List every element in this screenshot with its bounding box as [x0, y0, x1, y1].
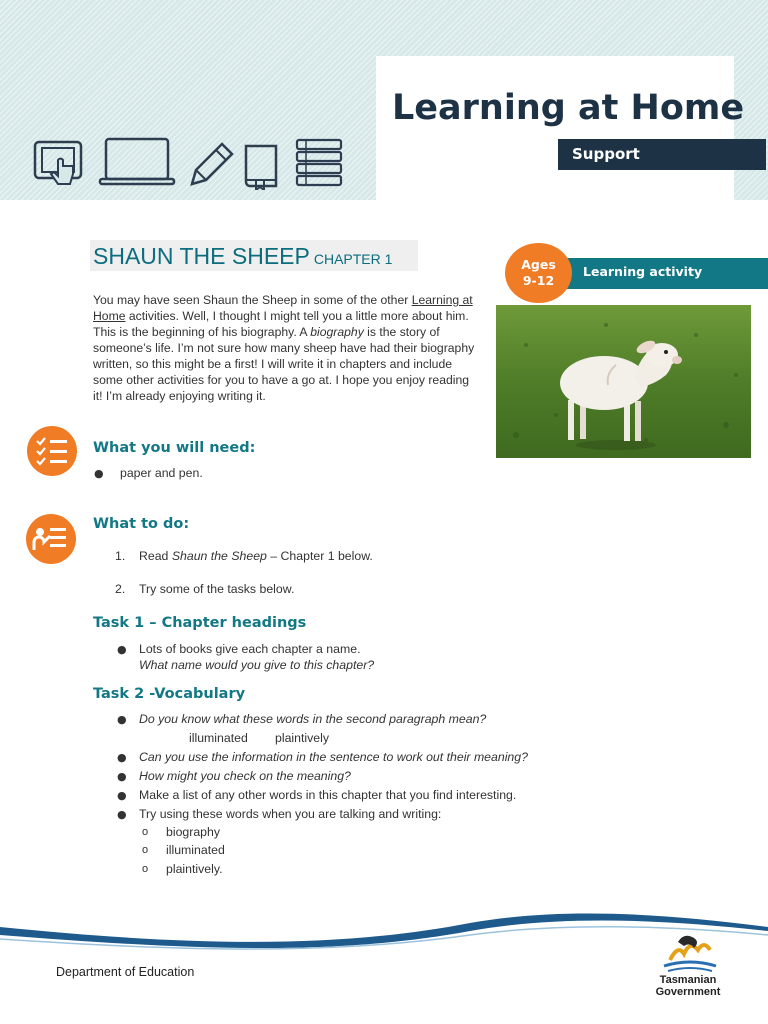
heading-main: SHAUN THE SHEEP [93, 243, 310, 269]
step-1-text-end: – Chapter 1 below. [266, 549, 373, 563]
presenter-icon [26, 514, 76, 564]
department-name: Department of Education [56, 965, 195, 979]
books-stack-icon [294, 136, 346, 188]
sub-bullet-icon: o [142, 844, 149, 856]
intro-text: You may have seen Shaun the Sheep in some of the other [93, 293, 412, 307]
govt-line-2: Government [655, 986, 721, 998]
task-2-item-5: Try using these words when you are talking and writing: [139, 807, 442, 821]
touch-tablet-icon [32, 138, 88, 188]
ages-range: 9-12 [522, 273, 555, 288]
bullet-icon: ● [117, 808, 127, 821]
bullet-icon: ● [94, 467, 104, 480]
support-label: Support [558, 139, 766, 170]
intro-text: some other activities for you to have a go at. I hope you enjoy reading [93, 373, 470, 387]
pencil-icon [184, 140, 234, 188]
vocab-word-1: illuminated [189, 731, 248, 745]
intro-text: written, so this might be a first! I will write it in chapters and include [93, 357, 453, 371]
bullet-icon: ● [117, 713, 127, 726]
task-2-question-2: Can you use the information in the sentence to work out their meaning? [139, 750, 528, 764]
ages-badge [505, 243, 572, 303]
document-heading [93, 243, 392, 270]
sub-bullet-icon: o [142, 826, 149, 838]
intro-paragraph [93, 292, 481, 404]
learning-at-home-link[interactable]: Learning at [411, 293, 473, 307]
task-1-question: What name would you give to this chapter? [139, 658, 375, 672]
title-panel [376, 56, 734, 200]
ages-label: Ages [521, 257, 556, 272]
intro-text: it! I’m already enjoying writing it. [93, 389, 266, 403]
footer-wave [0, 905, 768, 955]
govt-line-1: Tasmanian [659, 974, 717, 986]
vocab-word-2: plaintively [275, 731, 329, 745]
step-1 [139, 549, 373, 563]
what-you-will-need-title: What you will need: [93, 440, 256, 456]
tasmanian-government-wordmark [648, 974, 728, 998]
step-1-text: Read [139, 549, 172, 563]
task-1-item: Lots of books give each chapter a name. [139, 642, 361, 656]
intro-text: someone’s life. I’m not sure how many sheep have had their biography [93, 341, 475, 355]
bullet-icon: ● [117, 770, 127, 783]
bullet-icon: ● [117, 751, 127, 764]
task-2-question-3: How might you check on the meaning? [139, 769, 351, 783]
sub-item: biography [166, 825, 221, 839]
sub-item: illuminated [166, 843, 225, 857]
sub-item: plaintively. [166, 862, 223, 876]
laptop-icon [98, 136, 178, 186]
lamb-on-grass-photo [496, 305, 751, 458]
intro-text: is the story of [363, 325, 440, 339]
task-2-question-1: Do you know what these words in the second paragraph mean? [139, 712, 487, 726]
page-title: Learning at Home [392, 88, 745, 128]
learning-activity-banner [560, 258, 768, 289]
task-2-title: Task 2 -Vocabulary [93, 686, 246, 702]
learning-at-home-link-cont[interactable]: Home [93, 309, 126, 323]
intro-text: This is the beginning of his biography. A [93, 325, 311, 339]
book-icon [242, 142, 282, 190]
step-2: Try some of the tasks below. [139, 582, 295, 596]
what-to-do-title: What to do: [93, 516, 190, 532]
tasmanian-government-logo [654, 930, 726, 975]
task-2-item-4: Make a list of any other words in this chapter that you find interesting. [139, 788, 517, 802]
bullet-icon: ● [117, 789, 127, 802]
sub-bullet-icon: o [142, 863, 149, 875]
step-number: 1. [115, 549, 126, 563]
intro-text: activities. Well, I thought I might tell you a little more about him. [125, 309, 469, 323]
intro-italic: biography [310, 325, 364, 339]
task-1-title: Task 1 – Chapter headings [93, 615, 307, 631]
checklist-icon [27, 426, 77, 476]
step-1-title: Shaun the Sheep [171, 549, 267, 563]
learning-activity-label: Learning activity [583, 264, 703, 279]
heading-chapter: CHAPTER 1 [313, 251, 393, 267]
bullet-icon: ● [117, 643, 127, 656]
step-number: 2. [115, 582, 126, 596]
need-item: paper and pen. [120, 466, 203, 480]
